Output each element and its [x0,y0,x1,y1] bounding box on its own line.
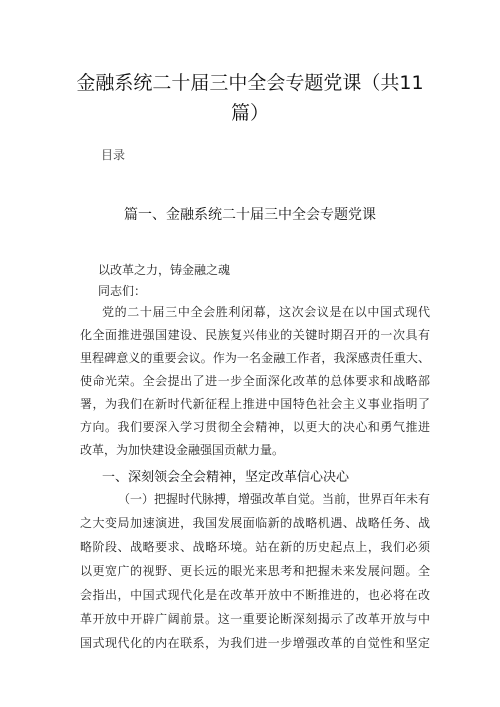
subtitle: 以改革之力，铸金融之魂 [98,263,231,277]
document-title [70,68,430,128]
section-heading-1: 一、深刻领会全会精神，坚定改革信心决心 [102,470,350,485]
paragraph-2-line: （一）把握时代脉搏，增强改革自觉。当前，世界百年未有 [118,492,431,506]
paragraph-1-line: 使命光荣。全会提出了进一步全面深化改革的总体要求和战略部 [80,374,430,388]
paragraph-1-line: 改革，为加快建设金融强国贡献力量。 [80,443,285,457]
paragraph-1-line: 化全面推进强国建设、民族复兴伟业的关键时期召开的一次具有 [80,328,430,342]
paragraph-1-line: 方向。我们要深入学习贯彻全会精神，以更大的决心和勇气推进 [80,420,430,434]
paragraph-1-line: 里程碑意义的重要会议。作为一名金融工作者，我深感责任重大、 [80,351,430,365]
salutation: 同志们： [98,284,147,298]
toc-label: 目录 [101,148,126,162]
paragraph-1-line: 党的二十届三中全会胜利闭幕，这次会议是在以中国式现代 [102,305,430,319]
title-line-1: 金融系统二十届三中全会专题党课（共11 [76,72,424,94]
paragraph-2-line: 以更宽广的视野、更长远的眼光来思考和把握未来发展问题。全 [80,564,430,578]
section-title: 篇一、金融系统二十届三中全会专题党课 [124,207,376,223]
paragraph-2-line: 会指出，中国式现代化是在改革开放中不断推进的，也必将在改 [80,588,430,602]
paragraph-2-line: 革开放中开辟广阔前景。这一重要论断深刻揭示了改革开放与中 [80,612,430,626]
paragraph-1-line: 署，为我们在新时代新征程上推进中国特色社会主义事业指明了 [80,397,430,411]
paragraph-2-line: 之大变局加速演进，我国发展面临新的战略机遇、战略任务、战 [80,516,430,530]
paragraph-2-line: 略阶段、战略要求、战略环境。站在新的历史起点上，我们必须 [80,540,430,554]
paragraph-2-line: 国式现代化的内在联系，为我们进一步增强改革的自觉性和坚定 [80,636,430,650]
title-line-2: 篇） [230,102,269,124]
